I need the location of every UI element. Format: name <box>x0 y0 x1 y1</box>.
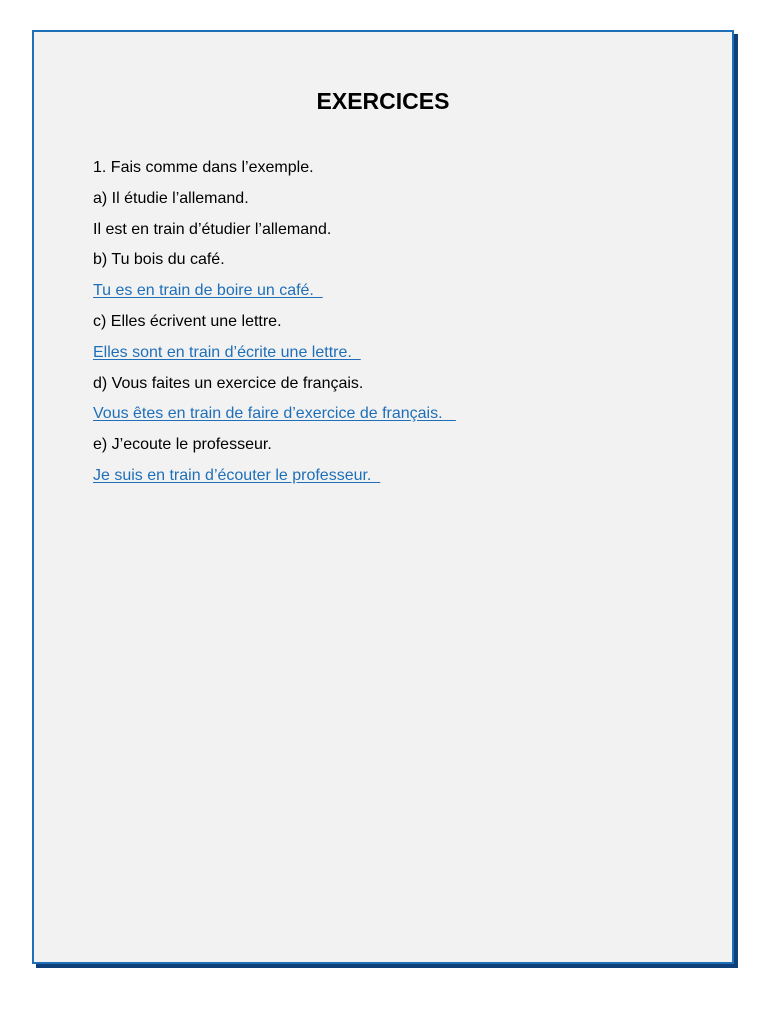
document-title: EXERCICES <box>316 88 450 114</box>
answer-c: Elles sont en train d’écrite une lettre. <box>93 343 361 361</box>
exercise-instruction: 1. Fais comme dans l’exemple. <box>93 159 314 176</box>
question-b: b) Tu bois du café. <box>93 251 225 269</box>
answer-d: Vous êtes en train de faire d’exercice de français. <box>93 405 456 423</box>
exercise-lines <box>93 158 456 497</box>
answer-e: Je suis en train d’écouter le professeur. <box>93 466 381 484</box>
example-sentence: a) Il étudie l’allemand. <box>93 189 249 207</box>
example-answer: Il est en train d’étudier l’allemand. <box>93 220 332 238</box>
question-e: e) J’ecoute le professeur. <box>93 436 272 454</box>
question-c: c) Elles écrivent une lettre. <box>93 312 282 330</box>
answer-b: Tu es en train de boire un café. <box>93 282 323 300</box>
document-page <box>32 30 734 964</box>
question-d: d) Vous faites un exercice de français. <box>93 374 364 392</box>
